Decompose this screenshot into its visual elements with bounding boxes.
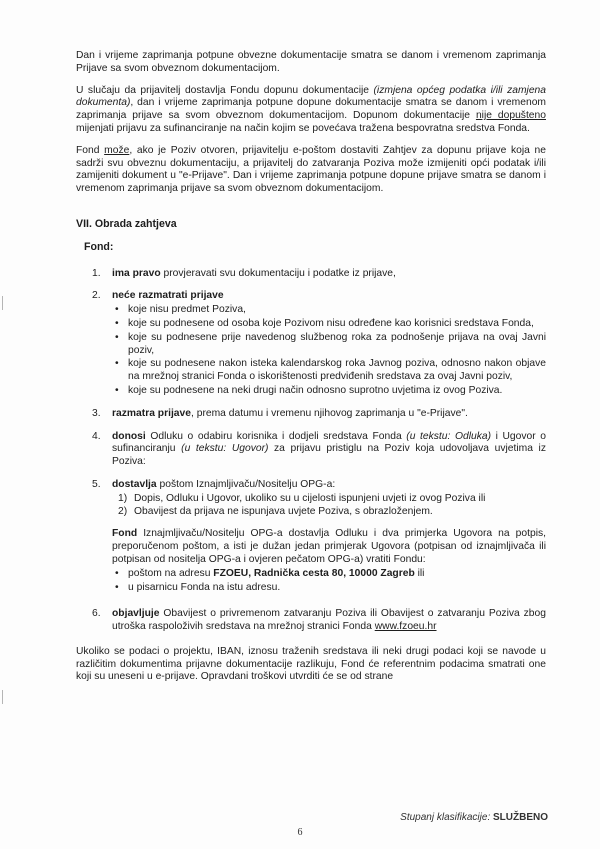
list-item: 2) Obavijest da prijava ne ispunjava uvjete Poziva, s obrazloženjem. (118, 505, 433, 517)
rejection-criteria-list (112, 304, 546, 398)
list-item-1: 1. ima pravo provjeravati svu dokumentaciju i podatke iz prijave, (92, 267, 396, 279)
paragraph-receipt-time: Dan i vrijeme zaprimanja potpune obvezne dokumentacije smatra se danom i vremenom zaprimanja Prijave sa svom obveznom dokumentacijom. (76, 50, 546, 74)
fund-label: Fond: (84, 240, 114, 253)
list-item: • poštom na adresu FZOEU, Radnička cesta 80, 10000 Zagreb ili (112, 568, 546, 581)
list-item: 1) Dopis, Odluku i Ugovor, ukoliko su u cijelosti ispunjeni uvjeti iz ovog Poziva ili (118, 492, 486, 504)
list-item-4: 4. donosi Odluku o odabiru korisnika i dodjeli sredstava Fonda (u tekstu: Odluka) i Ugovor o sufinanciranju (u tekstu: Ugovor) za prijavu pristiglu na Poziv koja udovoljava uvjetima iz Poziva: (92, 430, 547, 468)
list-item-2: 2. neće razmatrati prijave • koje nisu predmet Poziva, • koje su podnesene od osoba koje Pozivom nisu određene kao korisnici sredstava Fonda, • koje su podnesene prije navedenog službenog roka za podnošenje prijava na ovaj Javni poziv, • koje su podnesene nakon isteka kalendarskog roka Javnog poziva, odnosno nakon objave na mrežnoj stranici Fonda o iskorištenosti predviđenih sredstava za ovaj Javni poziv, • koje su podnesene na neki drugi način odnosno suprotno uvjetima iz ovog Poziva. (76, 290, 546, 397)
list-item: • koje su podnesene prije navedenog službenog roka za podnošenje prijava na ovaj Javni poziv, (112, 332, 546, 358)
paragraph-supplement: U slučaju da prijavitelj dostavlja Fondu dopunu dokumentacije (izmjena općeg podatka i/ili zamjena dokumenta), dan i vrijeme zaprimanja potpune dopune dokumentacije smatra se danom i vremenom zaprimanja prijave sa svom obveznom dokumentacijom. Dopunom dokumentacije nije dopušteno mijenjati prijavu za sufinanciranje na način kojim se povećava tražena bespovratna sredstva Fonda. (76, 84, 546, 134)
list-item: • koje nisu predmet Poziva, (112, 304, 546, 317)
delivery-options-list (112, 493, 546, 519)
scan-edge-mark (2, 296, 3, 310)
return-options-list (112, 568, 546, 595)
page-number: 6 (297, 827, 303, 838)
list-item: • u pisarnicu Fonda na istu adresu. (112, 582, 546, 595)
list-item-6: 6. objavljuje Obavijest o privremenom zatvaranju Poziva ili Obavijest o zatvaranju Poziva zbog utroška raspoloživih sredstava na mrežnoj stranici Fonda www.fzoeu.hr (92, 608, 546, 633)
section-heading: VII. Obrada zahtjeva (76, 217, 177, 230)
classification-footer: Stupanj klasifikacije: SLUŽBENO (400, 812, 548, 823)
fund-delivery-block: Fond Iznajmljivaču/Nositelju OPG-a dostavlja Odluku i dva primjerka Ugovora na potpis, preporučenom poštom, a isti je dužan jedan primjerak Ugovora (potpisan od iznajmljivača ili potpisan od nositelja OPG-a i ovjeren pečatom OPG-a) vratiti Fondu: • poštom na adresu FZOEU, Radnička cesta 80, 10000 Zagreb ili • u pisarnicu Fonda na istu adresu. (76, 528, 546, 594)
paragraph-fund-request: Fond može, ako je Poziv otvoren, prijavitelju e-poštom dostaviti Zahtjev za dopunu prijave koja ne sadrži svu obveznu dokumentaciju, a prijavitelj do zatvaranja Poziva može izmijeniti opći podatak i/ili zamijeniti dokument u "e-Prijave". Dan i vrijeme zaprimanja potpune dopune prijave smatra se danom i vremenom zaprimanja prijave sa svom obveznom dokumentacijom. (76, 144, 546, 195)
list-item: • koje su podnesene na neki drugi način odnosno suprotno uvjetima iz ovog Poziva. (112, 385, 546, 398)
website-link[interactable]: www.fzoeu.hr (374, 621, 437, 633)
list-item: • koje su podnesene od osoba koje Pozivom nisu određene kao korisnici sredstava Fonda, (112, 318, 546, 331)
list-item-5: 5. dostavlja poštom Iznajmljivaču/Nositelju OPG-a: 1) Dopis, Odluku i Ugovor, ukoliko su u cijelosti ispunjeni uvjeti iz ovog Poziva ili 2) Obavijest da prijava ne ispunjava uvjete Poziva, s obrazloženjem. (76, 479, 546, 518)
page-content (76, 50, 546, 693)
list-item: • koje su podnesene nakon isteka kalendarskog roka Javnog poziva, odnosno nakon objave na mrežnoj stranici Fonda o iskorištenosti predviđenih sredstava za ovaj Javni poziv, (112, 358, 546, 384)
list-item-3: 3. razmatra prijave, prema datumu i vremenu njihovog zaprimanja u "e-Prijave". (92, 407, 468, 419)
paragraph-data-discrepancy: Ukoliko se podaci o projektu, IBAN, iznosu traženih sredstava ili neki drugi podaci koji se navode u različitim dokumentima prijavne dokumentacije razlikuju, Fond će referentnim podacima smatrati one koji su uneseni u e-prijave. Opravdani troškovi utvrditi će se od strane (76, 645, 546, 683)
scan-edge-mark (2, 690, 3, 704)
